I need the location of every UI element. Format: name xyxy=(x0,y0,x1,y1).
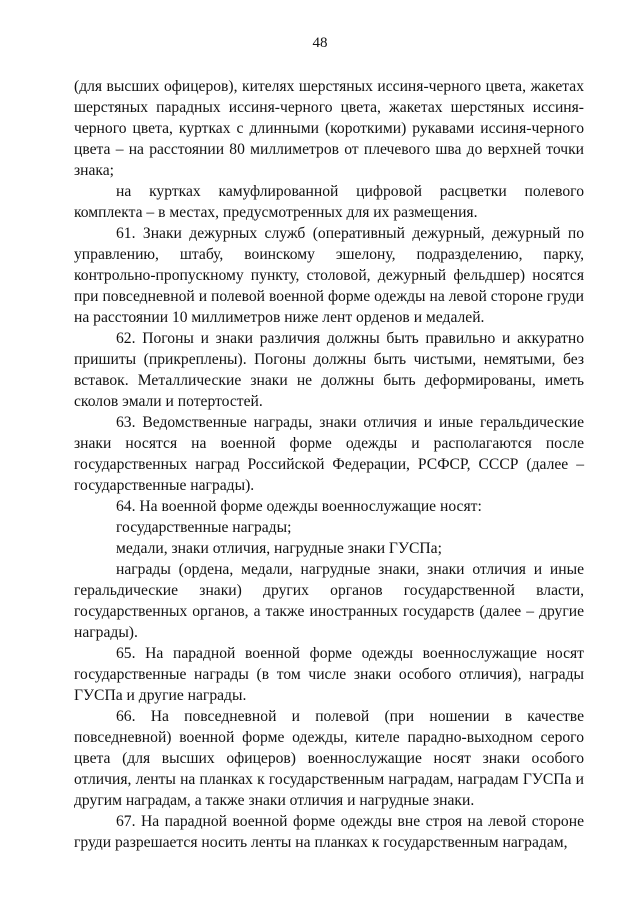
paragraph-62: 62. Погоны и знаки различия должны быть правильно и аккуратно пришиты (прикреплены). Погоны должны быть чистыми, немятыми, без вставок. Металлические знаки не должны быть деформированы, иметь сколов эмали и потертостей. xyxy=(74,330,584,410)
paragraph-63: 63. Ведомственные награды, знаки отличия и иные геральдические знаки носятся на военной форме одежды и располагаются после государственных наград Российской Федерации, РСФСР, СССР (далее – государственные награды). xyxy=(74,414,584,494)
paragraph-64: 64. На военной форме одежды военнослужащие носят: xyxy=(116,498,482,515)
paragraph-camouflage-jackets: на куртках камуфлированной цифровой расцветки полевого комплекта – в местах, предусмотренных для их размещения. xyxy=(74,183,584,221)
paragraph-61: 61. Знаки дежурных служб (оперативный дежурный, дежурный по управлению, штабу, воинскому эшелону, подразделению, парку, контрольно-пропускному пункту, столовой, дежурный фельдшер) носятся при повседневной и полевой военной форме одежды на левой стороне груди на расстоянии 10 миллиметров ниже лент орденов и медалей. xyxy=(74,225,584,326)
paragraph-67: 67. На парадной военной форме одежды вне строя на левой стороне груди разрешается носить ленты на планках к государственным наградам, xyxy=(74,813,584,851)
list-item-state-awards: государственные награды; xyxy=(116,519,292,536)
document-body xyxy=(74,76,584,853)
paragraph-66: 66. На повседневной и полевой (при ношении в качестве повседневной) военной форме одежды, кителе парадно-выходном серого цвета (для высших офицеров) военнослужащие носят знаки особого отличия, ленты на планках к государственным наградам, наградам ГУСПа и другим наградам, а также знаки отличия и нагрудные знаки. xyxy=(74,708,584,809)
page-number: 48 xyxy=(312,35,328,51)
paragraph-65: 65. На парадной военной форме одежды военнослужащие носят государственные награды (в том числе знаки особого отличия), награды ГУСПа и другие награды. xyxy=(74,645,584,704)
list-item-gusp-medals: медали, знаки отличия, нагрудные знаки ГУСПа; xyxy=(116,540,442,557)
paragraph-continuation: (для высших офицеров), кителях шерстяных иссиня-черного цвета, жакетах шерстяных парадных иссиня-черного цвета, жакетах шерстяных иссиня-черного цвета, куртках с длинными (короткими) рукавами иссиня-черного цвета – на расстоянии 80 миллиметров от плечевого шва до верхней точки знака; xyxy=(74,78,584,179)
list-item-other-awards: награды (ордена, медали, нагрудные знаки, знаки отличия и иные геральдические знаки) других органов государственной власти, государственных органов, а также иностранных государств (далее – другие награды). xyxy=(74,561,584,641)
